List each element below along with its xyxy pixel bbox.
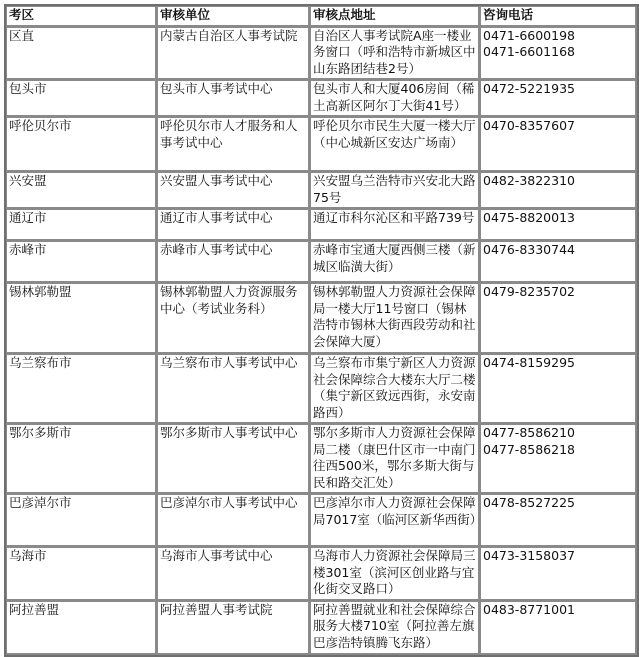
table-row	[6, 172, 637, 209]
phone-number: 0477-8586218	[483, 441, 575, 457]
exam-review-sites-table	[4, 4, 639, 657]
cell-phone	[480, 172, 637, 209]
cell-region: 锡林郭勒盟	[6, 283, 157, 354]
cell-phone	[480, 209, 637, 241]
table-body	[6, 27, 637, 655]
phone-number: 0471-6601168	[483, 44, 575, 59]
header-address: 审核点地址	[310, 6, 480, 27]
phone-number: 0483-8771001	[483, 601, 575, 617]
cell-region: 区直	[6, 27, 157, 81]
phone-number: 0471-6600198	[483, 27, 575, 43]
header-region: 考区	[6, 6, 157, 27]
phone-number: 0477-8586210	[483, 425, 575, 440]
phone-number: 0472-5221935	[483, 81, 575, 96]
table-row	[6, 547, 637, 601]
cell-address: 通辽市科尔沁区和平路739号	[310, 209, 480, 241]
cell-phone	[480, 494, 637, 547]
cell-unit: 通辽市人事考试中心	[157, 209, 310, 241]
table-row	[6, 494, 637, 547]
cell-address: 呼伦贝尔市民生大厦一楼大厅（中心城新区安达广场南）	[310, 117, 480, 172]
cell-phone	[480, 354, 637, 424]
cell-phone	[480, 601, 637, 655]
cell-region: 兴安盟	[6, 172, 157, 209]
phone-number: 0475-8820013	[483, 210, 575, 225]
cell-unit: 内蒙古自治区人事考试院	[157, 27, 310, 81]
cell-address: 乌海市人力资源社会保障局三楼301室（滨河区创业路与宜化街交叉路口）	[310, 547, 480, 601]
header-phone: 咨询电话	[480, 6, 637, 27]
phone-number: 0470-8357607	[483, 118, 575, 133]
cell-unit: 包头市人事考试中心	[157, 80, 310, 117]
cell-unit: 赤峰市人事考试中心	[157, 241, 310, 283]
cell-address: 乌兰察布市集宁新区人力资源社会保障综合大楼东大厅二楼（集宁新区致远西街，永安南路西）	[310, 354, 480, 424]
table-row	[6, 424, 637, 494]
cell-phone	[480, 241, 637, 283]
cell-address: 阿拉善盟就业和社会保障综合服务大楼710室（阿拉善左旗巴彦浩特镇腾飞东路）	[310, 601, 480, 655]
cell-phone	[480, 117, 637, 172]
phone-number: 0474-8159295	[483, 355, 575, 370]
cell-address: 巴彦淖尔市人力资源社会保障局7017室（临河区新华西街）	[310, 494, 480, 547]
phone-number: 0476-8330744	[483, 242, 575, 257]
cell-region: 乌海市	[6, 547, 157, 601]
cell-unit: 鄂尔多斯市人事考试中心	[157, 424, 310, 494]
cell-region: 阿拉善盟	[6, 601, 157, 655]
cell-unit: 阿拉善盟人事考试院	[157, 601, 310, 655]
table-row	[6, 241, 637, 283]
cell-phone	[480, 80, 637, 117]
cell-phone	[480, 283, 637, 354]
table-row	[6, 209, 637, 241]
phone-number: 0479-8235702	[483, 284, 575, 299]
cell-region: 乌兰察布市	[6, 354, 157, 424]
table-row	[6, 117, 637, 172]
header-unit: 审核单位	[157, 6, 310, 27]
cell-phone	[480, 547, 637, 601]
cell-region: 通辽市	[6, 209, 157, 241]
table-row	[6, 27, 637, 81]
table-row	[6, 283, 637, 354]
cell-unit: 呼伦贝尔市人才服务和人事考试中心	[157, 117, 310, 172]
phone-number: 0478-8527225	[483, 495, 575, 510]
cell-unit: 乌海市人事考试中心	[157, 547, 310, 601]
table-row	[6, 80, 637, 117]
table-header-row	[6, 6, 637, 27]
cell-unit: 乌兰察布市人事考试中心	[157, 354, 310, 424]
cell-unit: 锡林郭勒盟人力资源服务中心（考试业务科）	[157, 283, 310, 354]
cell-region: 巴彦淖尔市	[6, 494, 157, 547]
cell-region: 赤峰市	[6, 241, 157, 283]
cell-unit: 巴彦淖尔市人事考试中心	[157, 494, 310, 547]
cell-address: 自治区人事考试院A座一楼业务窗口（呼和浩特市新城区中山东路团结巷2号）	[310, 27, 480, 81]
cell-address: 兴安盟乌兰浩特市兴安北大路75号	[310, 172, 480, 209]
cell-address: 鄂尔多斯市人力资源社会保障局二楼（康巴什区市一中南门往西500米，鄂尔多斯大街与民和路交汇处）	[310, 424, 480, 494]
cell-address: 锡林郭勒盟人力资源社会保障局一楼大厅11号窗口（锡林浩特市锡林大街西段劳动和社会保障大厦）	[310, 283, 480, 354]
cell-unit: 兴安盟人事考试中心	[157, 172, 310, 209]
cell-phone	[480, 424, 637, 494]
cell-region: 包头市	[6, 80, 157, 117]
cell-address: 赤峰市宝通大厦西侧三楼（新城区临潢大街）	[310, 241, 480, 283]
phone-number: 0482-3822310	[483, 173, 575, 188]
table-row	[6, 601, 637, 655]
cell-phone	[480, 27, 637, 81]
phone-number: 0473-3158037	[483, 548, 575, 563]
cell-address: 包头市人和大厦406房间（稀土高新区阿尔丁大街41号）	[310, 80, 480, 117]
table-row	[6, 354, 637, 424]
cell-region: 呼伦贝尔市	[6, 117, 157, 172]
cell-region: 鄂尔多斯市	[6, 424, 157, 494]
